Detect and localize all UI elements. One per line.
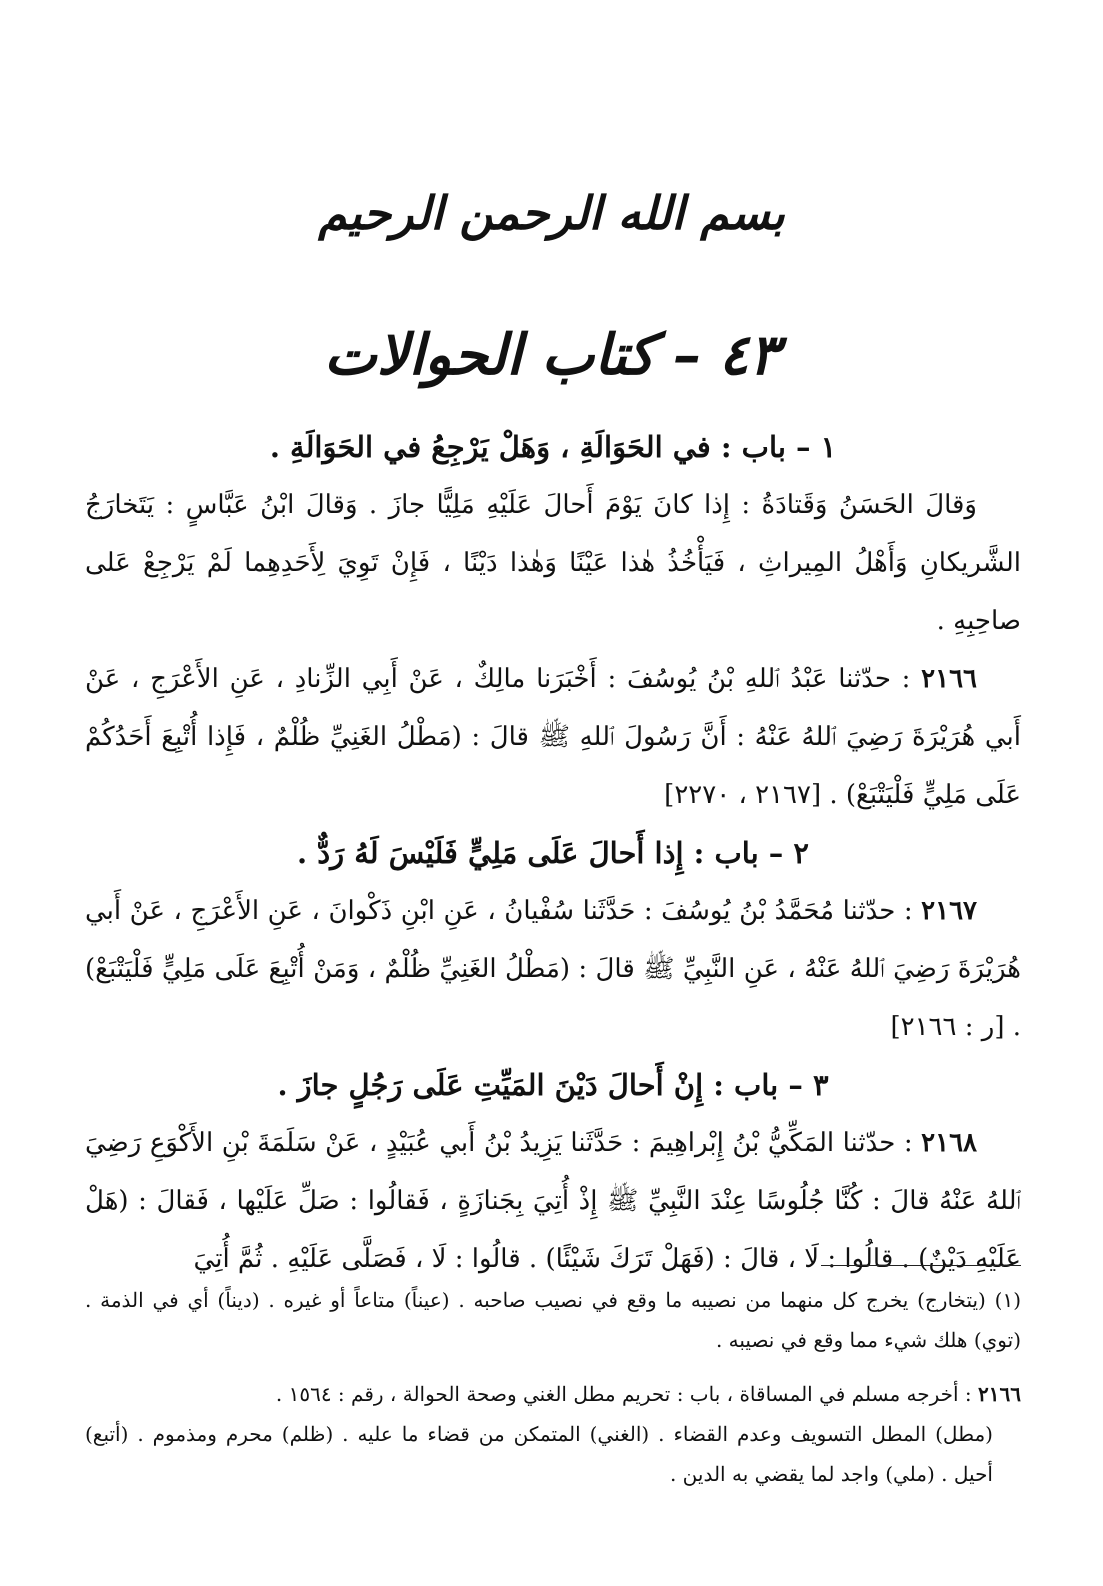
chapter-number: ٤٣ xyxy=(718,322,779,388)
section-heading-3: ٣ – باب : إِنْ أَحالَ دَيْنَ المَيِّتِ عَلَى رَجُلٍ جازَ . xyxy=(277,1068,829,1102)
hadith-number: ٢١٦٧ xyxy=(921,896,977,926)
hadith-2166 xyxy=(85,650,1021,824)
hadith-text: : حدّثنا المَكِّيُّ بْنُ إِبْراهِيمَ : حَدَّثَنا يَزِيدُ بْنُ أَبي عُبَيْدٍ ، عَنْ سَلَمَةَ بْنِ الأَكْوَعِ رَضِيَ ٱللهُ عَنْهُ قالَ : كُنَّا جُلُوسًا عِنْدَ النَّبِيِّ ﷺ إِذْ أُتِيَ بِجَنازَةٍ ، فَقالُوا : صَلِّ عَلَيْها ، فَقالَ : (هَلْ عَلَيْهِ دَيْنٌ) . قالُوا : لَا ، قالَ : (فَهَلْ تَرَكَ شَيْئًا) . قالُوا : لَا ، فَصَلَّى عَلَيْهِ . ثُمَّ أُتِيَ xyxy=(85,1128,1021,1274)
hadith-text: : حدّثنا عَبْدُ ٱللهِ بْنُ يُوسُفَ : أَخْبَرَنا مالِكٌ ، عَنْ أَبِي الزِّنادِ ، عَنِ الأَعْرَجِ ، عَنْ أَبي هُرَيْرَةَ رَضِيَ ٱللهُ عَنْهُ : أَنَّ رَسُولَ ٱللهِ ﷺ قالَ : (مَطْلُ الغَنِيِّ ظُلْمٌ ، فَإِذا أُتْبِعَ أَحَدُكُمْ عَلَى مَلِيٍّ فَلْيَتْبَعْ) . [٢١٦٧ ، ٢٢٧٠] xyxy=(85,664,1021,810)
chapter-dash: – xyxy=(672,322,701,388)
footnote-hadith-2166-source xyxy=(85,1374,1021,1414)
footnote-1-text: (١) (يتخارج) يخرج كل منهما من نصيبه ما وقع في نصيب صاحبه . (عيناً) متاعاً أو غيره . (ديناً) أي في الذمة . (توي) هلك شيء مما وقع في نصيبه . xyxy=(85,1288,1021,1352)
hadith-number: ٢١٦٨ xyxy=(921,1128,977,1158)
hadith-2167 xyxy=(85,882,1021,1056)
footnote-1 xyxy=(85,1280,1021,1360)
chapter-name: كتاب الحوالات xyxy=(324,322,655,388)
chapter-title xyxy=(0,315,1103,395)
footnotes xyxy=(85,1280,1021,1508)
footnote-divider xyxy=(821,1265,1021,1266)
hadith-number: ٢١٦٦ xyxy=(921,664,977,694)
section-heading-1: ١ – باب : في الحَوَالَةِ ، وَهَلْ يَرْجِعُ في الحَوَالَةِ . xyxy=(269,430,837,464)
footnote-hadith-2166 xyxy=(85,1374,1021,1494)
footnote-hadith-2166-gloss: (مطل) المطل التسويف وعدم القضاء . (الغني) المتمكن من قضاء ما عليه . (ظلم) محرم ومذموم . (أتبع) أحيل . (ملي) واجد لما يقضي به الدين . xyxy=(85,1422,993,1486)
hadith-2168 xyxy=(85,1114,1021,1288)
section-intro-1: وَقالَ الحَسَنُ وَقَتادَةُ : إِذا كانَ يَوْمَ أَحالَ عَلَيْهِ مَلِيًّا جازَ . وَقالَ ابْنُ عَبَّاسٍ : يَتَخارَجُ الشَّريكانِ وَأَهْلُ المِيراثِ ، فَيَأْخُذُ هٰذا عَيْنًا وَهٰذا دَيْنًا ، فَإِنْ تَوِيَ لِأَحَدِهِما لَمْ يَرْجِعْ عَلى صاحِبِهِ . xyxy=(85,490,1021,636)
section-heading-2: ٢ – باب : إِذا أَحالَ عَلَى مَلِيٍّ فَلَيْسَ لَهُ رَدٌّ . xyxy=(297,836,809,870)
footnote-hadith-number: ٢١٦٦ xyxy=(978,1382,1021,1406)
hadith-text: : حدّثنا مُحَمَّدُ بْنُ يُوسُفَ : حَدَّثَنا سُفْيانُ ، عَنِ ابْنِ ذَكْوانَ ، عَنِ الأَعْرَجِ ، عَنْ أَبي هُرَيْرَةَ رَضِيَ ٱللهُ عَنْهُ ، عَنِ النَّبِيِّ ﷺ قالَ : (مَطْلُ الغَنِيِّ ظُلْمٌ ، وَمَنْ أُتْبِعَ عَلَى مَلِيٍّ فَلْيَتْبَعْ) . [ر : ٢١٦٦] xyxy=(85,896,1021,1042)
footnote-source-text: : أخرجه مسلم في المساقاة ، باب : تحريم مطل الغني وصحة الحوالة ، رقم : ١٥٦٤ . xyxy=(275,1382,979,1406)
main-text xyxy=(85,418,1021,1288)
basmala-calligraphy: بسم الله الرحمن الرحيم xyxy=(318,186,785,240)
